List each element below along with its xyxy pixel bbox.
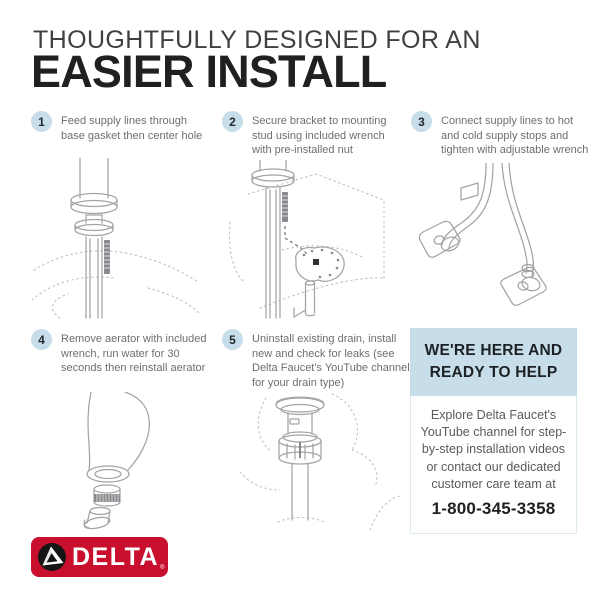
help-box-body <box>410 396 577 534</box>
delta-logo <box>31 537 168 577</box>
step-5-number-badge: 5 <box>222 329 243 350</box>
help-box <box>410 328 577 534</box>
help-box-header <box>410 328 577 396</box>
help-header-line1: WE'RE HERE AND <box>424 342 563 359</box>
step-3 <box>411 111 589 158</box>
step-2-mounting-bracket-wrench-illustration <box>220 160 395 323</box>
step-4-number-badge: 4 <box>31 329 52 350</box>
step-2-number-badge: 2 <box>222 111 243 132</box>
step-4-aerator-wrench-illustration <box>28 392 213 530</box>
step-1 <box>31 111 213 143</box>
title-kicker: THOUGHTFULLY DESIGNED FOR AN <box>33 26 481 54</box>
page-title: EASIER INSTALL <box>31 46 387 97</box>
step-4-description: Remove aerator with included wrench, run water for 30 seconds then reinstall aerator <box>61 333 207 375</box>
step-1-faucet-base-gasket-illustration <box>30 158 205 323</box>
step-5 <box>222 329 410 391</box>
step-3-supply-lines-stops-illustration <box>406 163 584 325</box>
help-header-line2: READY TO HELP <box>429 364 558 382</box>
step-1-number-badge: 1 <box>31 111 52 132</box>
step-1-description: Feed supply lines through base gasket then center hole <box>61 115 203 142</box>
step-2-description: Secure bracket to mounting stud using included wrench with pre-installed nut <box>252 115 387 157</box>
step-5-description: Uninstall existing drain, install new and check for leaks (see Delta Faucet's YouTube channel for your drain type) <box>252 333 410 389</box>
help-body-text: Explore Delta Faucet's YouTube channel for step-by-step installation videos or contact our dedicated customer care team at <box>420 407 567 491</box>
step-5-drain-assembly-illustration <box>220 392 400 530</box>
step-2 <box>222 111 406 158</box>
registered-trademark-symbol: ® <box>160 565 165 571</box>
delta-triangle-icon <box>37 542 67 572</box>
help-phone-number: 1-800-345-3358 <box>431 499 556 519</box>
delta-wordmark: DELTA <box>72 542 160 571</box>
step-4 <box>31 329 221 376</box>
step-3-description: Connect supply lines to hot and cold supply stops and tighten with adjustable wrench <box>441 115 589 157</box>
step-3-number-badge: 3 <box>411 111 432 132</box>
